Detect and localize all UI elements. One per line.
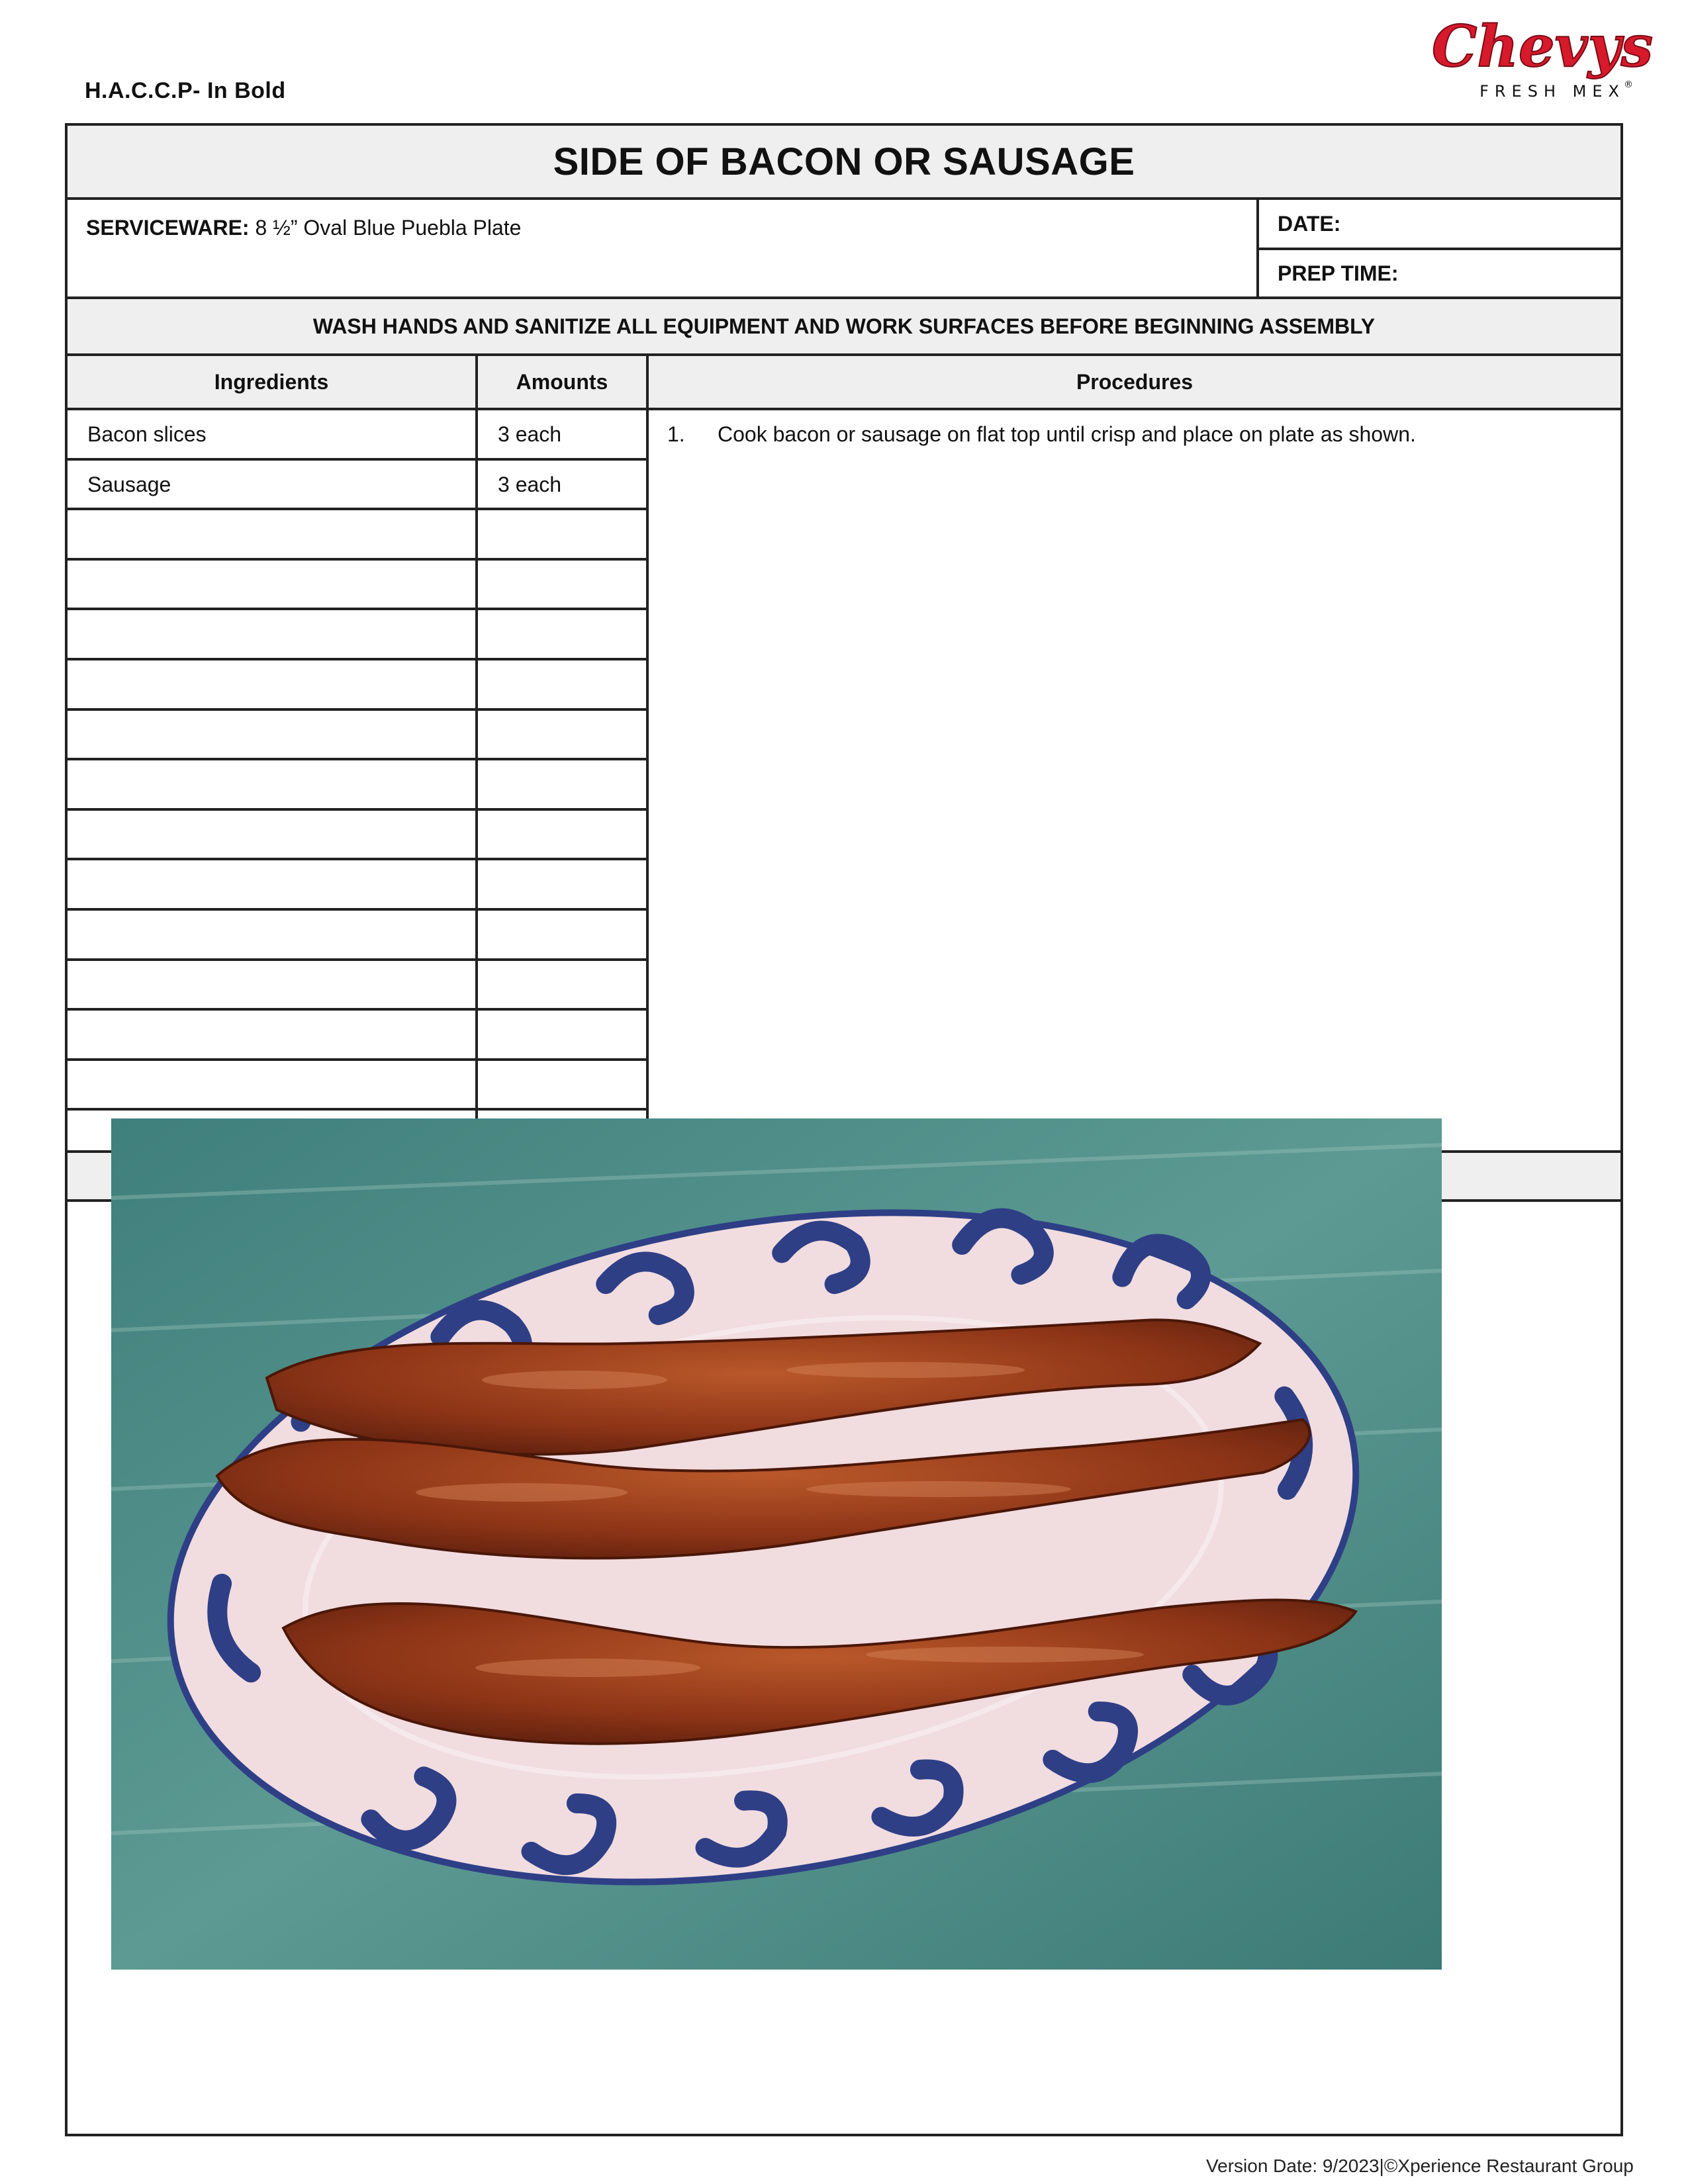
serviceware-cell: [68, 200, 1259, 299]
ingredient-amount: 3 each: [478, 410, 649, 458]
ingredient-amount: [478, 860, 649, 908]
ingredient-amount: [478, 510, 649, 558]
ingredient-name: [68, 1011, 478, 1058]
table-row: [68, 660, 649, 711]
table-row: [68, 461, 649, 511]
recipe-title: SIDE OF BACON OR SAUSAGE: [68, 126, 1620, 200]
plated-bacon-photo: [111, 1118, 1442, 1970]
table-row: [68, 711, 649, 761]
ingredient-amount: [478, 760, 649, 808]
ingredient-amount: [478, 711, 649, 758]
prep-time-field: PREP TIME:: [1259, 250, 1620, 299]
ingredient-amount: [478, 610, 649, 658]
ingredient-name: [68, 660, 478, 708]
ingredient-name: [68, 860, 478, 908]
ingredient-name: [68, 1061, 478, 1109]
ingredients-table: [68, 410, 649, 1161]
serviceware-label: SERVICEWARE:: [86, 216, 250, 240]
ingredient-amount: [478, 911, 649, 958]
ingredient-name: [68, 510, 478, 558]
ingredient-name: [68, 561, 478, 608]
ingredient-name: [68, 911, 478, 958]
haccp-note: H.A.C.C.P- In Bold: [85, 78, 286, 103]
table-row: [68, 510, 649, 561]
table-row: [68, 410, 649, 461]
procedures-header: Procedures: [649, 356, 1620, 410]
ingredient-amount: [478, 961, 649, 1009]
ingredients-header: Ingredients: [68, 356, 478, 410]
ingredient-amount: [478, 1011, 649, 1058]
procedures-cell: [649, 410, 1620, 1150]
serviceware-value: 8 ½” Oval Blue Puebla Plate: [255, 216, 522, 240]
ingredient-amount: 3 each: [478, 461, 649, 508]
date-field: DATE:: [1259, 200, 1620, 250]
table-row: [68, 1061, 649, 1111]
table-row: [68, 811, 649, 861]
ingredient-name: Sausage: [68, 461, 478, 508]
ingredient-name: [68, 711, 478, 758]
ingredient-amount: [478, 660, 649, 708]
version-footer: Version Date: 9/2023|©Xperience Restaurant Group: [1206, 2156, 1634, 2176]
table-row: [68, 860, 649, 911]
ingredient-name: [68, 610, 478, 658]
svg-text:FRESH MEX: FRESH MEX: [1479, 82, 1625, 101]
ingredient-name: [68, 760, 478, 808]
table-row: [68, 760, 649, 811]
svg-text:Chevys: Chevys: [1431, 13, 1654, 80]
table-row: [68, 610, 649, 660]
ingredient-name: [68, 811, 478, 858]
procedure-step: [667, 422, 1602, 447]
amounts-header: Amounts: [478, 356, 649, 410]
table-row: [68, 911, 649, 961]
ingredient-name: [68, 961, 478, 1009]
step-text: Cook bacon or sausage on flat top until crisp and place on plate as shown.: [718, 422, 1416, 446]
table-row: [68, 561, 649, 611]
step-number: 1.: [667, 422, 685, 446]
table-row: [68, 1011, 649, 1061]
wash-notice: WASH HANDS AND SANITIZE ALL EQUIPMENT AND WORK SURFACES BEFORE BEGINNING ASSEMBLY: [68, 299, 1620, 356]
chevys-logo: [1431, 5, 1654, 111]
ingredient-name: Bacon slices: [68, 410, 478, 458]
ingredient-amount: [478, 561, 649, 608]
svg-text:®: ®: [1624, 79, 1633, 90]
ingredient-amount: [478, 1061, 649, 1109]
ingredient-amount: [478, 811, 649, 858]
table-row: [68, 961, 649, 1011]
